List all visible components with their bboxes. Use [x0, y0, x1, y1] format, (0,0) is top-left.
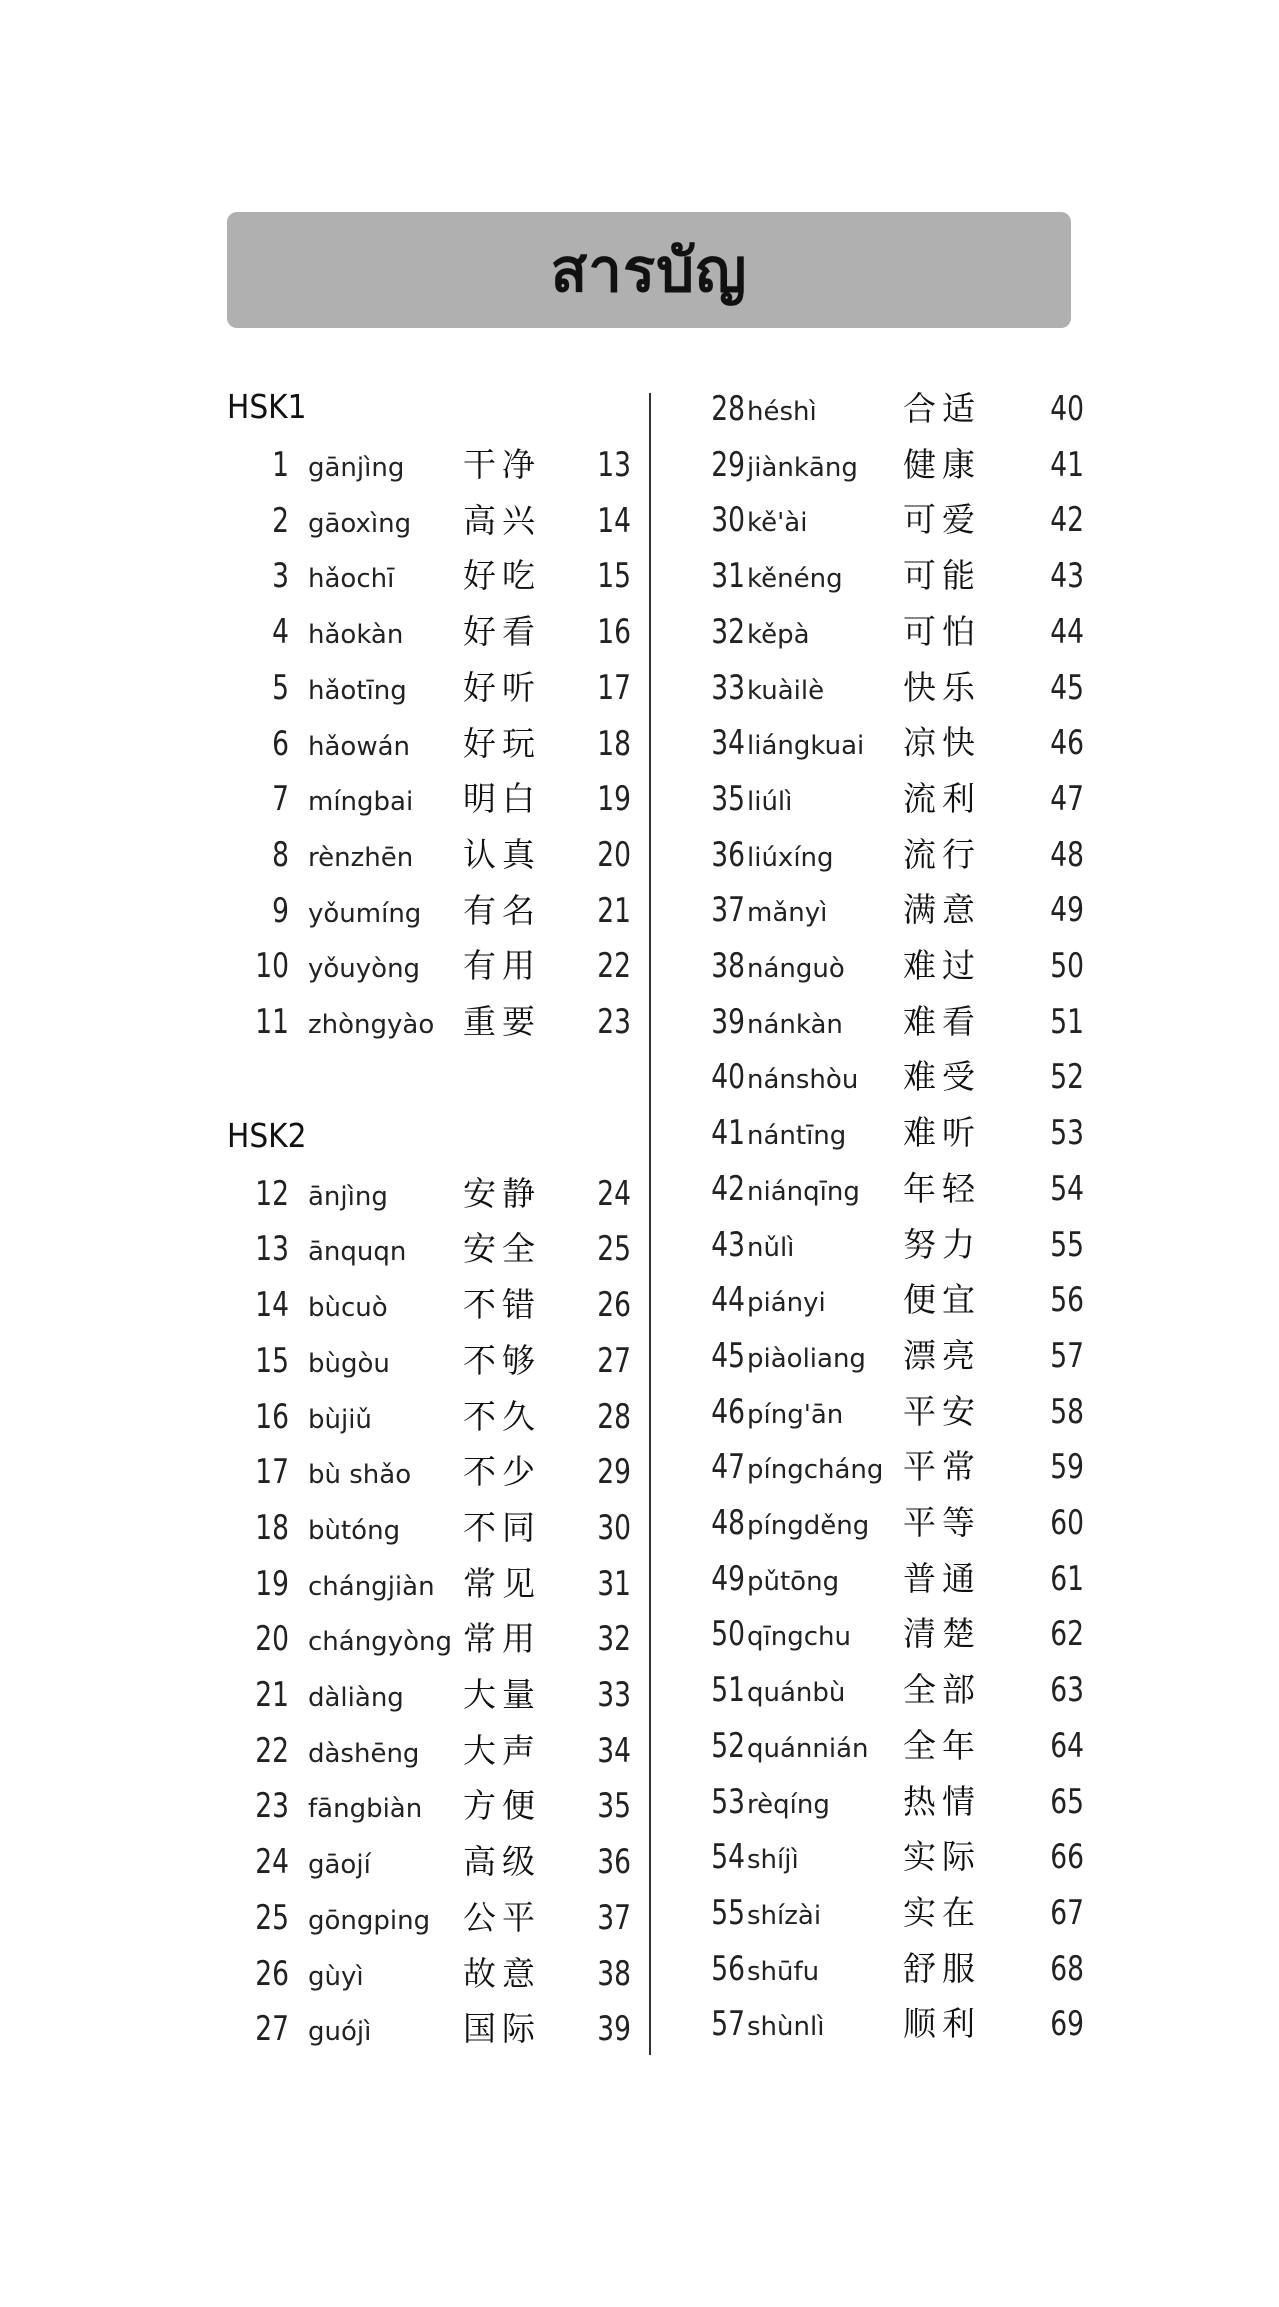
- entry-pinyin: quánnián: [747, 1733, 869, 1764]
- entry-pinyin: dàshēng: [308, 1738, 420, 1769]
- entry-page-number: 51: [1050, 1001, 1084, 1042]
- entry-page-number: 25: [597, 1229, 631, 1270]
- entry-hanzi: 平常: [903, 1447, 981, 1487]
- toc-entry[interactable]: [681, 381, 1084, 437]
- toc-entry[interactable]: [227, 1667, 632, 1723]
- entry-pinyin: kě'ài: [747, 508, 808, 539]
- entry-hanzi: 可怕: [903, 611, 981, 651]
- entry-page-number: 52: [1050, 1057, 1084, 1098]
- section-heading: HSK2: [227, 1116, 307, 1155]
- entry-number: 8: [272, 834, 289, 875]
- entry-number: 49: [711, 1558, 745, 1599]
- entry-number: 31: [711, 556, 745, 597]
- entry-page-number: 39: [597, 2009, 631, 2050]
- entry-page-number: 43: [1050, 556, 1084, 597]
- entry-page-number: 20: [597, 834, 631, 875]
- toc-entry[interactable]: [681, 1662, 1084, 1718]
- toc-entry[interactable]: [227, 1834, 632, 1890]
- entry-page-number: 37: [597, 1897, 631, 1938]
- entry-hanzi: 顺利: [903, 2004, 981, 2044]
- entry-pinyin: bùcuò: [308, 1293, 388, 1324]
- entry-pinyin: píng'ān: [747, 1399, 844, 1430]
- entry-number: 42: [711, 1168, 745, 1209]
- entry-hanzi: 实际: [903, 1837, 981, 1877]
- entry-hanzi: 可能: [903, 556, 981, 596]
- toc-entry[interactable]: [227, 1723, 632, 1779]
- entry-page-number: 32: [597, 1619, 631, 1660]
- entry-number: 57: [711, 2004, 745, 2045]
- entry-number: 4: [272, 612, 289, 653]
- entry-pinyin: niánqīng: [747, 1176, 860, 1207]
- entry-page-number: 38: [597, 1953, 631, 1994]
- entry-pinyin: mǎnyì: [747, 898, 828, 929]
- entry-hanzi: 平安: [903, 1391, 981, 1431]
- entry-pinyin: chángjiàn: [308, 1571, 435, 1602]
- entry-hanzi: 好吃: [463, 556, 541, 596]
- entry-pinyin: hǎowán: [308, 731, 410, 762]
- entry-number: 53: [711, 1781, 745, 1822]
- entry-pinyin: gāoxìng: [308, 508, 412, 539]
- entry-hanzi: 常用: [463, 1619, 541, 1659]
- entry-page-number: 14: [597, 500, 631, 541]
- entry-page-number: 59: [1050, 1447, 1084, 1488]
- toc-entry[interactable]: [227, 1333, 632, 1389]
- toc-entry[interactable]: [681, 1439, 1084, 1495]
- entry-hanzi: 热情: [903, 1781, 981, 1821]
- entry-hanzi: 全部: [903, 1670, 981, 1710]
- entry-number: 44: [711, 1280, 745, 1321]
- entry-page-number: 21: [597, 890, 631, 931]
- entry-pinyin: gùyì: [308, 1961, 364, 1992]
- toc-entry[interactable]: [227, 660, 632, 716]
- entry-pinyin: hǎokàn: [308, 620, 404, 651]
- entry-number: 13: [255, 1229, 289, 1270]
- entry-pinyin: yǒuyòng: [308, 954, 421, 985]
- entry-hanzi: 干净: [463, 445, 541, 484]
- entry-number: 41: [711, 1113, 745, 1154]
- entry-pinyin: ānjìng: [308, 1181, 388, 1212]
- entry-number: 18: [255, 1507, 289, 1548]
- entry-page-number: 35: [597, 1786, 631, 1827]
- toc-entry[interactable]: [681, 771, 1084, 827]
- entry-hanzi: 健康: [903, 444, 981, 484]
- entry-hanzi: 不同: [463, 1507, 541, 1547]
- entry-pinyin: ānquqn: [308, 1237, 407, 1268]
- toc-entry[interactable]: [681, 1217, 1084, 1273]
- entry-page-number: 46: [1050, 723, 1084, 764]
- toc-entry[interactable]: [227, 1500, 632, 1556]
- toc-entry[interactable]: [227, 1444, 632, 1500]
- toc-entry[interactable]: [227, 548, 632, 604]
- entry-page-number: 31: [597, 1563, 631, 1604]
- entry-pinyin: nánkàn: [747, 1009, 843, 1040]
- entry-page-number: 15: [597, 556, 631, 597]
- entry-pinyin: yǒumíng: [308, 898, 422, 929]
- entry-number: 16: [255, 1396, 289, 1437]
- entry-hanzi: 难过: [903, 946, 981, 985]
- entry-pinyin: fāngbiàn: [308, 1794, 423, 1825]
- entry-hanzi: 清楚: [903, 1614, 981, 1654]
- entry-pinyin: kěpà: [747, 619, 810, 650]
- entry-number: 25: [255, 1897, 289, 1938]
- entry-pinyin: gānjìng: [308, 453, 405, 483]
- entry-hanzi: 满意: [903, 890, 981, 930]
- entry-hanzi: 高兴: [463, 500, 541, 540]
- toc-entry[interactable]: [681, 1829, 1084, 1885]
- entry-hanzi: 不够: [463, 1340, 541, 1380]
- toc-entry[interactable]: [681, 1328, 1084, 1384]
- entry-page-number: 45: [1050, 667, 1084, 708]
- toc-entry[interactable]: [227, 1890, 632, 1946]
- entry-page-number: 47: [1050, 778, 1084, 819]
- entry-pinyin: qīngchu: [747, 1622, 851, 1653]
- entry-number: 14: [255, 1285, 289, 1326]
- toc-entry[interactable]: [227, 994, 632, 1050]
- toc-entry[interactable]: [681, 1105, 1084, 1161]
- entry-number: 1: [272, 445, 289, 485]
- toc-entry[interactable]: [227, 1778, 632, 1834]
- entry-number: 51: [711, 1670, 745, 1711]
- toc-title-bar: [227, 212, 1071, 328]
- entry-number: 23: [255, 1786, 289, 1827]
- entry-pinyin: míngbai: [308, 787, 414, 818]
- entry-pinyin: rènzhēn: [308, 842, 414, 873]
- entry-page-number: 28: [597, 1396, 631, 1437]
- entry-number: 9: [272, 890, 289, 931]
- toc-entry[interactable]: [681, 660, 1084, 716]
- entry-number: 34: [711, 723, 745, 764]
- entry-hanzi: 明白: [463, 779, 541, 819]
- toc-entry[interactable]: [681, 548, 1084, 604]
- entry-number: 48: [711, 1503, 745, 1543]
- toc-entry[interactable]: [227, 1556, 632, 1612]
- entry-page-number: 69: [1050, 2004, 1084, 2045]
- toc-entry[interactable]: [227, 716, 632, 772]
- toc-entry[interactable]: [681, 1941, 1084, 1997]
- entry-page-number: 53: [1050, 1113, 1084, 1154]
- entry-hanzi: 高级: [463, 1842, 541, 1882]
- entry-pinyin: liángkuai: [747, 731, 865, 762]
- entry-pinyin: nánguò: [747, 954, 845, 984]
- entry-pinyin: rèqíng: [747, 1789, 830, 1820]
- entry-number: 27: [255, 2009, 289, 2050]
- entry-page-number: 23: [597, 1002, 631, 1042]
- entry-pinyin: píngcháng: [747, 1455, 884, 1486]
- entry-number: 36: [711, 834, 745, 875]
- entry-hanzi: 合适: [903, 389, 981, 428]
- entry-number: 15: [255, 1340, 289, 1381]
- entry-hanzi: 快乐: [903, 667, 981, 707]
- entry-number: 17: [255, 1452, 289, 1493]
- entry-hanzi: 常见: [463, 1563, 541, 1603]
- entry-page-number: 56: [1050, 1280, 1084, 1321]
- entry-page-number: 34: [597, 1730, 631, 1771]
- toc-entry[interactable]: [681, 437, 1084, 493]
- entry-number: 19: [255, 1563, 289, 1604]
- toc-entry[interactable]: [681, 1885, 1084, 1941]
- entry-hanzi: 凉快: [903, 723, 981, 763]
- entry-hanzi: 故意: [463, 1953, 541, 1993]
- entry-hanzi: 漂亮: [903, 1335, 981, 1375]
- entry-hanzi: 流行: [903, 834, 981, 874]
- entry-number: 20: [255, 1619, 289, 1660]
- entry-number: 32: [711, 611, 745, 652]
- toc-entry[interactable]: [681, 1718, 1084, 1774]
- entry-page-number: 30: [597, 1507, 631, 1548]
- entry-hanzi: 流利: [903, 778, 981, 818]
- entry-hanzi: 好看: [463, 612, 541, 652]
- entry-number: 37: [711, 890, 745, 931]
- toc-entry[interactable]: [681, 1996, 1084, 2052]
- entry-number: 2: [272, 500, 289, 541]
- toc-entry[interactable]: [681, 1495, 1084, 1551]
- entry-page-number: 62: [1050, 1614, 1084, 1655]
- entry-hanzi: 有名: [463, 890, 541, 930]
- entry-hanzi: 安全: [463, 1229, 541, 1269]
- entry-pinyin: shūfu: [747, 1956, 820, 1987]
- entry-number: 50: [711, 1614, 745, 1655]
- entry-hanzi: 公平: [463, 1897, 541, 1937]
- toc-entry[interactable]: [681, 492, 1084, 548]
- entry-number: 21: [255, 1675, 289, 1715]
- toc-entry[interactable]: [227, 771, 632, 827]
- entry-hanzi: 普通: [903, 1558, 981, 1598]
- toc-entry[interactable]: [681, 827, 1084, 883]
- entry-pinyin: shíjì: [747, 1845, 799, 1876]
- entry-page-number: 57: [1050, 1335, 1084, 1376]
- entry-pinyin: gōngping: [308, 1905, 431, 1936]
- entry-number: 33: [711, 667, 745, 708]
- toc-entry[interactable]: [681, 1049, 1084, 1105]
- entry-number: 10: [255, 946, 289, 987]
- toc-entry[interactable]: [227, 1389, 632, 1445]
- toc-entry[interactable]: [681, 715, 1084, 771]
- entry-page-number: 60: [1050, 1503, 1084, 1543]
- entry-hanzi: 重要: [463, 1002, 541, 1041]
- entry-number: 30: [711, 500, 745, 541]
- toc-entry[interactable]: [227, 1221, 632, 1277]
- entry-page-number: 61: [1050, 1558, 1084, 1599]
- entry-pinyin: quánbù: [747, 1678, 846, 1709]
- toc-entry[interactable]: [227, 883, 632, 939]
- entry-number: 24: [255, 1842, 289, 1883]
- entry-hanzi: 舒服: [903, 1948, 981, 1988]
- toc-entry[interactable]: [681, 994, 1084, 1050]
- entry-page-number: 17: [597, 667, 631, 708]
- entry-page-number: 16: [597, 612, 631, 653]
- entry-pinyin: píngděng: [747, 1511, 870, 1541]
- entry-hanzi: 全年: [903, 1725, 981, 1765]
- entry-number: 29: [711, 444, 745, 485]
- entry-hanzi: 年轻: [903, 1168, 981, 1208]
- entry-number: 52: [711, 1725, 745, 1766]
- entry-pinyin: shùnlì: [747, 2012, 825, 2043]
- entry-hanzi: 好听: [463, 667, 541, 707]
- entry-page-number: 41: [1050, 444, 1084, 485]
- toc-entry[interactable]: [227, 604, 632, 660]
- entry-page-number: 64: [1050, 1725, 1084, 1766]
- toc-entry[interactable]: [681, 1272, 1084, 1328]
- entry-number: 22: [255, 1730, 289, 1771]
- entry-page-number: 26: [597, 1285, 631, 1326]
- entry-page-number: 33: [597, 1675, 631, 1715]
- entry-pinyin: shízài: [747, 1900, 822, 1931]
- entry-hanzi: 国际: [463, 2009, 541, 2049]
- entry-page-number: 19: [597, 779, 631, 820]
- entry-page-number: 65: [1050, 1781, 1084, 1822]
- entry-pinyin: bùjiǔ: [308, 1404, 372, 1435]
- entry-hanzi: 好玩: [463, 723, 541, 763]
- entry-number: 56: [711, 1948, 745, 1989]
- entry-number: 11: [255, 1002, 289, 1042]
- entry-pinyin: liúlì: [747, 786, 793, 817]
- entry-pinyin: zhòngyào: [308, 1010, 435, 1040]
- entry-number: 28: [711, 389, 745, 429]
- entry-hanzi: 大声: [463, 1730, 541, 1770]
- toc-entry[interactable]: [681, 882, 1084, 938]
- section-heading: HSK1: [227, 387, 307, 427]
- entry-page-number: 29: [597, 1452, 631, 1493]
- entry-pinyin: kěnéng: [747, 564, 843, 595]
- toc-entry[interactable]: [227, 437, 632, 493]
- entry-page-number: 66: [1050, 1837, 1084, 1878]
- entry-number: 5: [272, 667, 289, 708]
- entry-hanzi: 认真: [463, 834, 541, 874]
- entry-hanzi: 难听: [903, 1113, 981, 1153]
- entry-number: 54: [711, 1837, 745, 1878]
- entry-hanzi: 不久: [463, 1396, 541, 1436]
- entry-number: 47: [711, 1447, 745, 1488]
- entry-pinyin: bùgòu: [308, 1348, 390, 1379]
- toc-entry[interactable]: [227, 827, 632, 883]
- entry-pinyin: héshì: [747, 397, 817, 427]
- toc-entry[interactable]: [681, 1774, 1084, 1830]
- entry-page-number: 58: [1050, 1391, 1084, 1432]
- entry-pinyin: gāojí: [308, 1850, 371, 1881]
- entry-hanzi: 难看: [903, 1001, 981, 1041]
- entry-hanzi: 实在: [903, 1892, 981, 1932]
- entry-number: 26: [255, 1953, 289, 1994]
- entry-hanzi: 不少: [463, 1452, 541, 1492]
- entry-number: 43: [711, 1224, 745, 1265]
- entry-pinyin: nǔlì: [747, 1232, 795, 1263]
- entry-page-number: 22: [597, 946, 631, 987]
- column-divider: [649, 393, 651, 2055]
- entry-page-number: 18: [597, 723, 631, 764]
- toc-entry[interactable]: [681, 1551, 1084, 1607]
- entry-page-number: 54: [1050, 1168, 1084, 1209]
- entry-page-number: 40: [1050, 389, 1084, 429]
- toc-entry[interactable]: [227, 1611, 632, 1667]
- entry-pinyin: hǎochī: [308, 564, 395, 595]
- entry-page-number: 13: [597, 445, 631, 485]
- toc-entry[interactable]: [227, 938, 632, 994]
- entry-number: 39: [711, 1001, 745, 1042]
- entry-hanzi: 不错: [463, 1285, 541, 1325]
- entry-hanzi: 努力: [903, 1224, 981, 1264]
- entry-hanzi: 便宜: [903, 1280, 981, 1320]
- entry-number: 38: [711, 946, 745, 986]
- page-title: สารบัญ: [550, 235, 748, 306]
- entry-page-number: 50: [1050, 946, 1084, 986]
- entry-pinyin: piányi: [747, 1288, 826, 1319]
- entry-number: 55: [711, 1892, 745, 1933]
- toc-entry[interactable]: [227, 1277, 632, 1333]
- toc-entry[interactable]: [681, 1384, 1084, 1440]
- toc-entry[interactable]: [227, 1946, 632, 2002]
- entry-page-number: 48: [1050, 834, 1084, 875]
- toc-entry[interactable]: [227, 2001, 632, 2057]
- entry-hanzi: 难受: [903, 1057, 981, 1097]
- toc-entry[interactable]: [681, 604, 1084, 660]
- entry-pinyin: liúxíng: [747, 842, 834, 873]
- entry-page-number: 68: [1050, 1948, 1084, 1989]
- entry-pinyin: bù shǎo: [308, 1460, 412, 1491]
- entry-pinyin: dàliàng: [308, 1683, 404, 1713]
- entry-number: 40: [711, 1057, 745, 1098]
- entry-pinyin: bùtóng: [308, 1515, 401, 1546]
- entry-hanzi: 有用: [463, 946, 541, 986]
- entry-pinyin: guójì: [308, 2017, 372, 2048]
- entry-page-number: 55: [1050, 1224, 1084, 1265]
- toc-entry[interactable]: [681, 938, 1084, 994]
- entry-page-number: 27: [597, 1340, 631, 1381]
- entry-pinyin: jiànkāng: [747, 452, 858, 483]
- entry-page-number: 44: [1050, 611, 1084, 652]
- entry-page-number: 63: [1050, 1670, 1084, 1711]
- entry-page-number: 49: [1050, 890, 1084, 931]
- entry-number: 45: [711, 1335, 745, 1376]
- entry-page-number: 36: [597, 1842, 631, 1883]
- entry-pinyin: nánshòu: [747, 1065, 859, 1096]
- entry-pinyin: hǎotīng: [308, 675, 407, 706]
- toc-entry[interactable]: [681, 1161, 1084, 1217]
- entry-hanzi: 方便: [463, 1786, 541, 1826]
- entry-number: 35: [711, 778, 745, 819]
- entry-hanzi: 大量: [463, 1675, 541, 1714]
- toc-entry[interactable]: [227, 1166, 632, 1222]
- toc-entry[interactable]: [227, 493, 632, 549]
- entry-number: 3: [272, 556, 289, 597]
- toc-entry[interactable]: [681, 1606, 1084, 1662]
- entry-number: 46: [711, 1391, 745, 1432]
- entry-pinyin: piàoliang: [747, 1343, 866, 1374]
- entry-pinyin: pǔtōng: [747, 1566, 840, 1597]
- entry-hanzi: 安静: [463, 1173, 541, 1213]
- entry-page-number: 24: [597, 1173, 631, 1214]
- entry-number: 12: [255, 1173, 289, 1214]
- entry-number: 7: [272, 779, 289, 820]
- entry-hanzi: 平等: [903, 1503, 981, 1542]
- entry-pinyin: nántīng: [747, 1121, 847, 1152]
- entry-pinyin: chángyòng: [308, 1627, 452, 1658]
- entry-pinyin: kuàilè: [747, 675, 825, 706]
- entry-hanzi: 可爱: [903, 500, 981, 540]
- entry-page-number: 42: [1050, 500, 1084, 541]
- entry-number: 6: [272, 723, 289, 764]
- entry-page-number: 67: [1050, 1892, 1084, 1933]
